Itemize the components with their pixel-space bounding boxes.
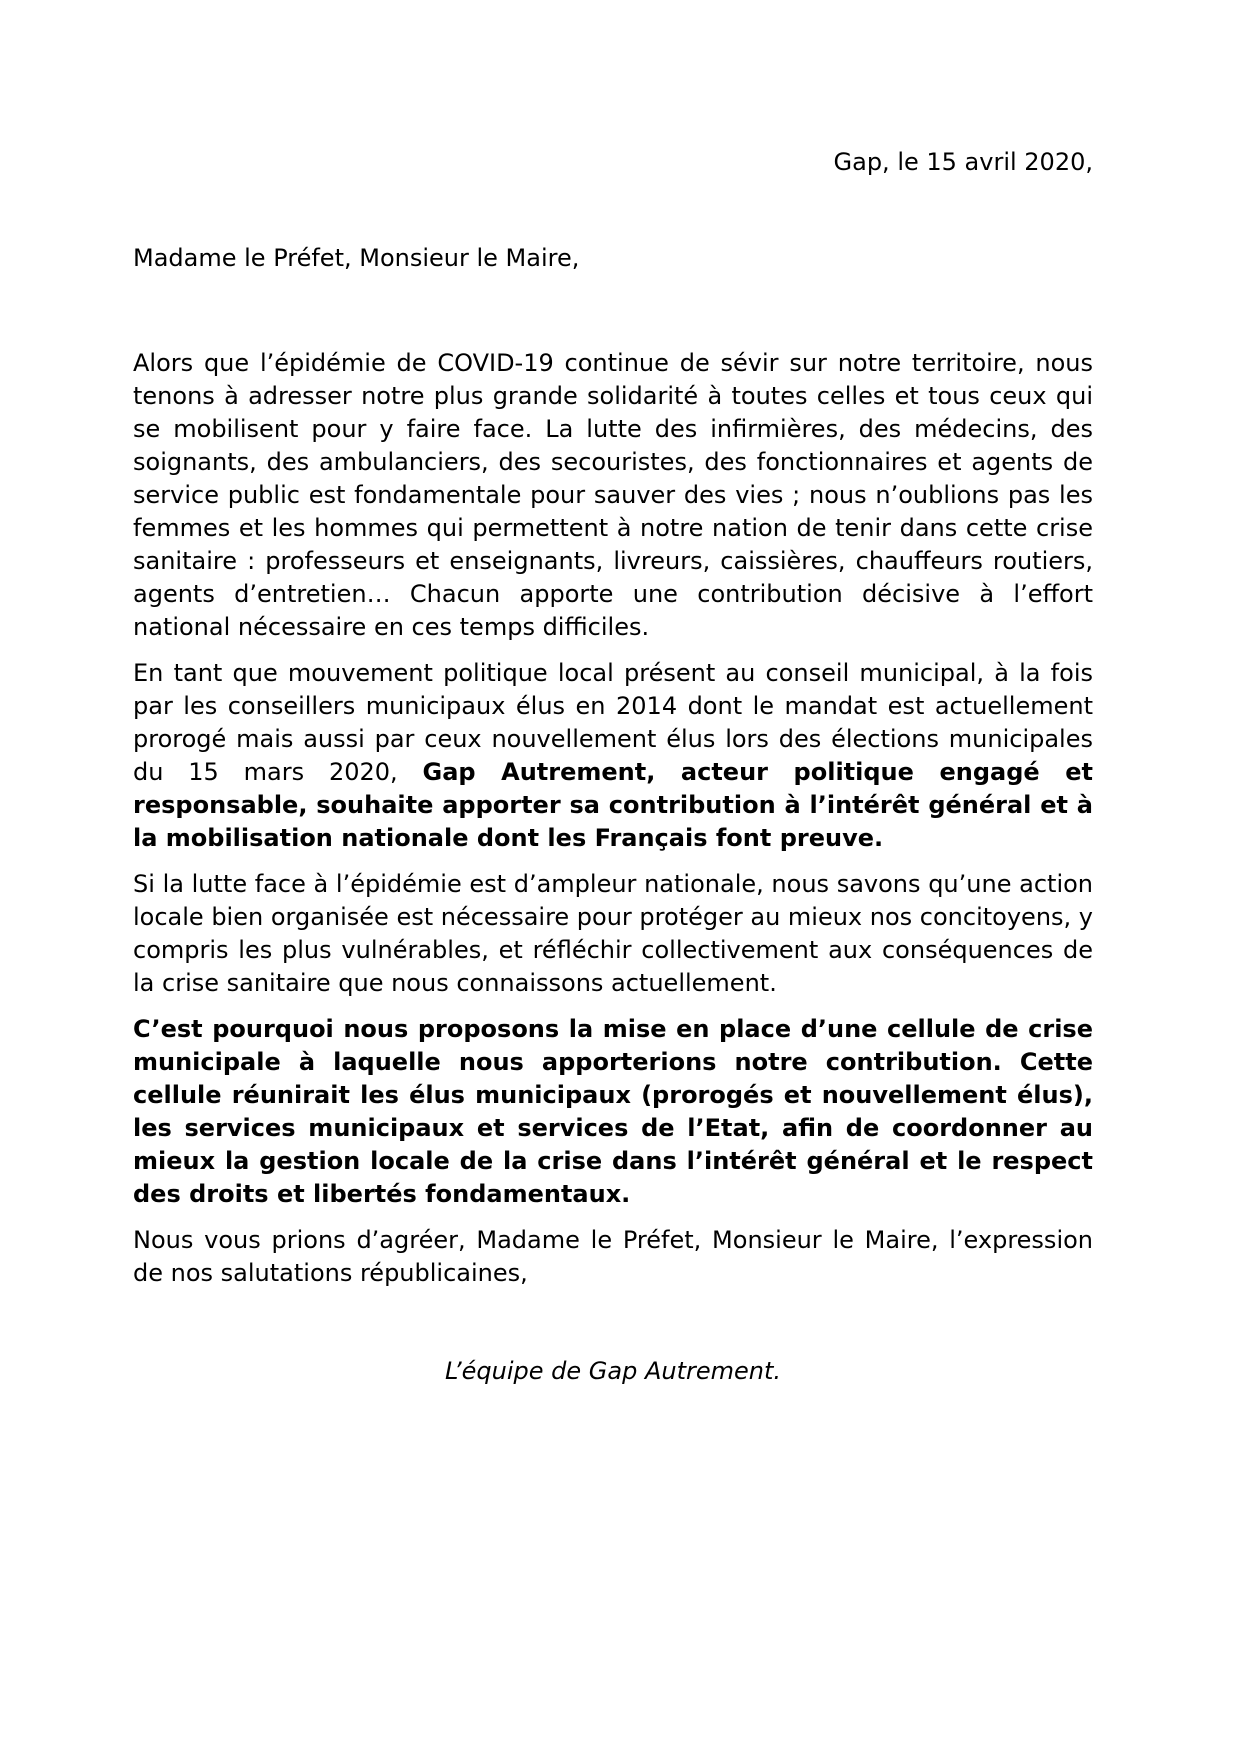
paragraph-closing-text: Nous vous prions d’agréer, Madame le Préfet, Monsieur le Maire, l’expression de nos salutations républicaines,: [133, 1226, 1093, 1287]
salutation-line: Madame le Préfet, Monsieur le Maire,: [133, 244, 580, 272]
date-line: Gap, le 15 avril 2020,: [833, 148, 1093, 176]
paragraph-proposal: [133, 1013, 1093, 1211]
paragraph-proposal-text: C’est pourquoi nous proposons la mise en place d’une cellule de crise municipale à laquelle nous apporterions notre contribution. Cette cellule réunirait les élus municipaux (prorogés et nouvellement élus), les services municipaux et services de l’Etat, afin de coordonner au mieux la gestion locale de la crise dans l’intérêt général et le respect des droits et libertés fondamentaux.: [133, 1015, 1093, 1208]
paragraph-solidarity-text: Alors que l’épidémie de COVID-19 continue de sévir sur notre territoire, nous tenons à adresser notre plus grande solidarité à toutes celles et tous ceux qui se mobilisent pour y faire face. La lutte des infirmières, des médecins, des soignants, des ambulanciers, des secouristes, des fonctionnaires et agents de service public est fondamentale pour sauver des vies ; nous n’oublions pas les femmes et les hommes qui permettent à notre nation de tenir dans cette crise sanitaire : professeurs et enseignants, livreurs, caissières, chauffeurs routiers, agents d’entretien… Chacun apporte une contribution décisive à l’effort national nécessaire en ces temps difficiles.: [133, 349, 1093, 641]
paragraph-gap-autrement: [133, 657, 1093, 855]
paragraph-gap-autrement-bold-text: Gap Autrement, acteur politique engagé et responsable, souhaite apporter sa contribution à l’intérêt général et à la mobilisation nationale dont les Français font preuve.: [133, 758, 1093, 852]
paragraph-gap-autrement-intro-text: En tant que mouvement politique local présent au conseil municipal, à la fois par les conseillers municipaux élus en 2014 dont le mandat est actuellement prorogé mais aussi par ceux nouvellement élus lors des élections municipales du 15 mars 2020,: [133, 659, 1093, 786]
paragraph-solidarity: [133, 347, 1093, 644]
signature-line: L’équipe de Gap Autrement.: [444, 1357, 782, 1385]
paragraph-closing: [133, 1224, 1093, 1290]
paragraph-local-action-text: Si la lutte face à l’épidémie est d’ampleur nationale, nous savons qu’une action locale bien organisée est nécessaire pour protéger au mieux nos concitoyens, y compris les plus vulnérables, et réfléchir collectivement aux conséquences de la crise sanitaire que nous connaissons actuellement.: [133, 870, 1093, 997]
paragraph-local-action: [133, 868, 1093, 1000]
